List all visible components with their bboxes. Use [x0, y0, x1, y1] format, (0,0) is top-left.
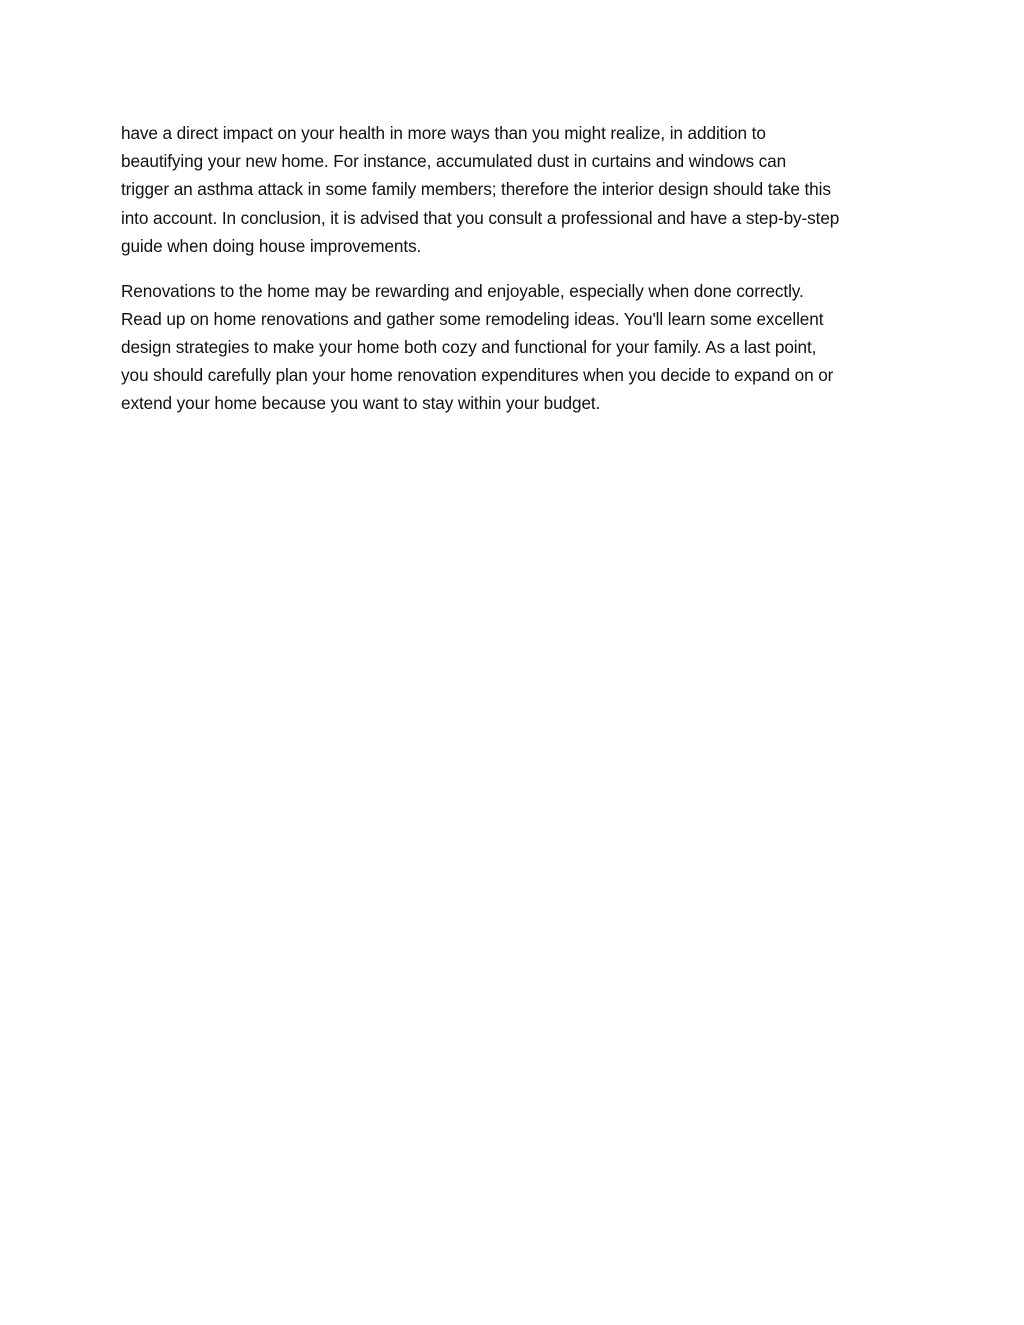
document-body: [121, 119, 911, 434]
paragraph-line: design strategies to make your home both cozy and functional for your family. As a last point,: [121, 336, 817, 357]
paragraph-line: trigger an asthma attack in some family members; therefore the interior design should take this: [121, 179, 831, 200]
paragraph-line: into account. In conclusion, it is advised that you consult a professional and have a step-by-step: [121, 207, 840, 228]
paragraph-renovations: [121, 277, 911, 418]
paragraph-line: beautifying your new home. For instance, accumulated dust in curtains and windows can: [121, 151, 787, 172]
paragraph-line: Read up on home renovations and gather some remodeling ideas. You'll learn some excellent: [121, 308, 824, 329]
paragraph-line: have a direct impact on your health in more ways than you might realize, in addition to: [121, 123, 766, 143]
paragraph-line: Renovations to the home may be rewarding and enjoyable, especially when done correctly.: [121, 280, 804, 301]
paragraph-health-impact: [121, 119, 911, 260]
paragraph-line: you should carefully plan your home renovation expenditures when you decide to expand on or: [121, 365, 834, 386]
paragraph-line: guide when doing house improvements.: [121, 235, 422, 256]
paragraph-line: extend your home because you want to stay within your budget.: [121, 393, 601, 414]
